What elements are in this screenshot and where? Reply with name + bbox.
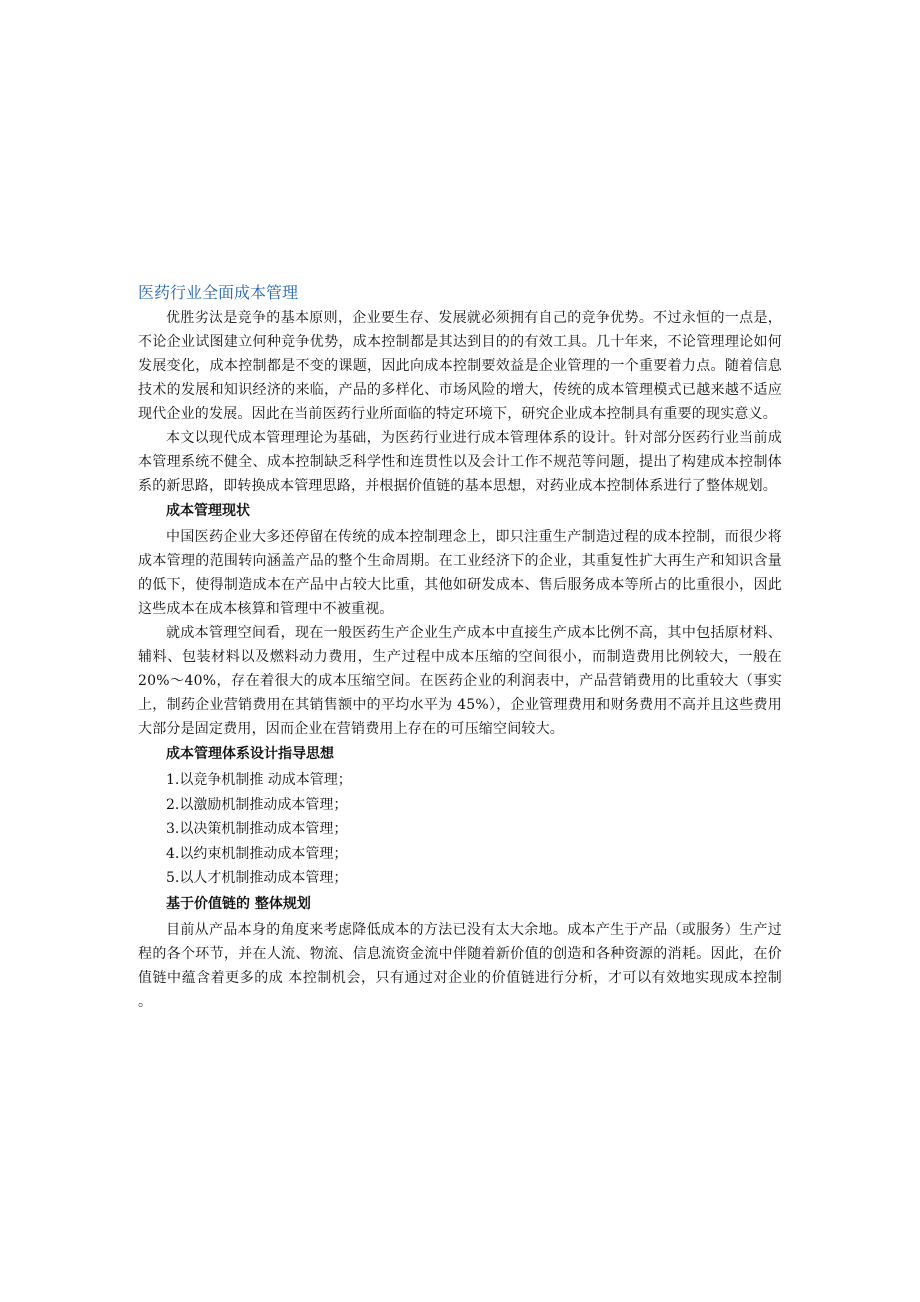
guiding-ideas-list [138,768,782,891]
list-item: 2.以激励机制推动成本管理； [166,796,348,813]
section-heading-guiding-ideas: 成本管理体系设计指导思想 [166,746,334,762]
section-heading-value-chain: 基于价值链的 整体规划 [166,895,311,912]
section1-paragraph-1: 中国医药企业大多还停留在传统的成本控制理念上，即只注重生产制造过程的成本控制，而很少将成本管理的范围转向涵盖产品的整个生命周期。在工业经济下的企业，其重复性扩大再生产和知识含量的低下，使得制造成本在产品中占较大比重，其他如研发成本、售后服务成本等所占的比重很小，因此这些成本在成本核算和管理中不被重视。 [138,529,782,617]
list-item: 3.以决策机制推动成本管理； [166,821,348,837]
list-item: 4.以约束机制推动成本管理； [166,845,348,862]
document-title: 医药行业全面成本管理 [138,283,299,302]
section1-paragraph-2: 就成本管理空间看，现在一般医药生产企业生产成本中直接生产成本比例不高，其中包括原材料、辅料、包装材料以及燃料动力费用，生产过程中成本压缩的空间很小，而制造费用比例较大，一般在 20%～40%，存在着很大的成本压缩空间。在医药企业的利润表中，产品营销费用的比重较大（事实上，制药企业营销费用在其销售额中的平均水平为 45%），企业管理费用和财务费用不高并且这些费用大部分是固定费用，因而企业在营销费用上存在的可压缩空间较大。 [138,625,782,737]
list-item: 1.以竞争机制推 动成本管理； [166,772,352,788]
section3-paragraph-1: 目前从产品本身的角度来考虑降低成本的方法已没有太大余地。成本产生于产品（或服务）生产过程的各个环节，并在人流、物流、信息流资金流中伴随着新价值的创造和各种资源的消耗。因此，在价值链中蕴含着更多的成 本控制机会，只有通过对企业的价值链进行分析，才可以有效地实现成本控制 。 [138,921,782,1010]
section-heading-current-status: 成本管理现状 [166,503,250,519]
list-item: 5.以人才机制推动成本管理； [166,870,348,886]
document-body [138,280,782,1014]
intro-paragraph-2: 本文以现代成本管理理论为基础，为医药行业进行成本管理体系的设计。针对部分医药行业当前成本管理系统不健全、成本控制缺乏科学性和连贯性以及会计工作不规范等问题，提出了构建成本控制体系的新思路，即转换成本管理思路，并根据价值链的基本思想，对药业成本控制体系进行了整体规划。 [138,430,782,494]
intro-paragraph-1: 优胜劣汰是竞争的基本原则，企业要生存、发展就必须拥有自己的竞争优势。不过永恒的一点是，不论企业试图建立何种竞争优势，成本控制都是其达到目的的有效工具。几十年来，不论管理理论如何发展变化，成本控制都是不变的课题，因此向成本控制要效益是企业管理的一个重要着力点。随着信息技术的发展和知识经济的来临，产品的多样化、市场风险的增大，传统的成本管理模式已越来越不适应现代企业的发展。因此在当前医药行业所面临的特定环境下，研究企业成本控制具有重要的现实意义。 [138,310,782,422]
